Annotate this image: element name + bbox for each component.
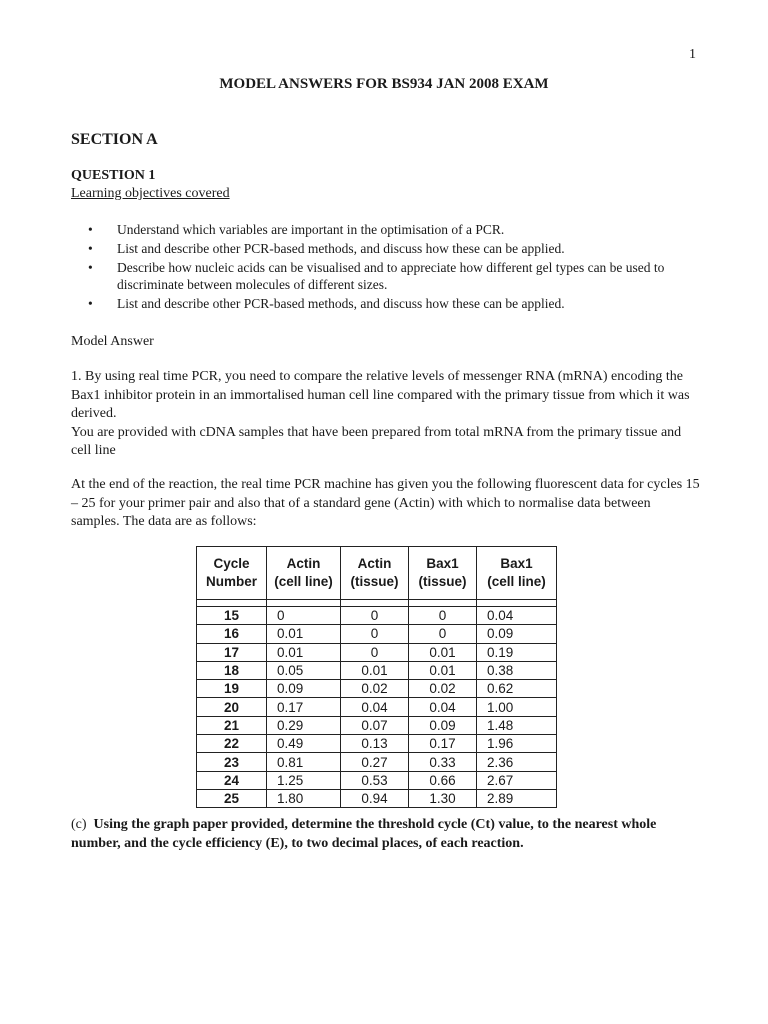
value-cell: 0 (341, 643, 409, 661)
question-paragraph-1-line-1: 1. By using real time PCR, you need to compare the relative levels of messenger RNA (mRNA) encoding the Bax1 inhibitor protein in an immortalised human cell line compared with the primary tissue from which it was derived. (71, 369, 690, 421)
table-row (197, 680, 557, 698)
page-number: 1 (689, 47, 696, 62)
table-row (197, 625, 557, 643)
value-cell: 0.05 (267, 661, 341, 679)
value-cell: 0.29 (267, 716, 341, 734)
value-cell: 0.33 (409, 753, 477, 771)
value-cell: 0.38 (477, 661, 557, 679)
value-cell: 0.27 (341, 753, 409, 771)
question-paragraph-2: At the end of the reaction, the real time PCR machine has given you the following fluorescent data for cycles 15 – 25 for your primer pair and also that of a standard gene (Actin) with which to normalise data between samples. The data are as follows: (71, 477, 700, 529)
objective-text: Describe how nucleic acids can be visualised and to appreciate how different gel types can be used to discriminate between molecules of different sizes. (117, 260, 665, 292)
section-heading: SECTION A (71, 131, 158, 148)
value-cell: 0.04 (409, 698, 477, 716)
table-row (197, 789, 557, 807)
cycle-number-cell: 20 (197, 698, 267, 716)
value-cell: 0.17 (409, 735, 477, 753)
value-cell: 0.01 (267, 643, 341, 661)
fluorescence-data-table (196, 546, 557, 808)
cycle-number-cell: 15 (197, 607, 267, 625)
table-row (197, 661, 557, 679)
objective-item (88, 259, 703, 293)
value-cell: 0.01 (267, 625, 341, 643)
header-bax1-cell-line: Bax1 (cell line) (477, 547, 557, 600)
part-c-text: Using the graph paper provided, determine the threshold cycle (Ct) value, to the nearest whole number, and the cycle efficiency (E), to two decimal places, of each reaction. (71, 817, 657, 851)
bullet-icon: • (88, 260, 93, 275)
value-cell: 0.09 (409, 716, 477, 734)
value-cell: 1.30 (409, 789, 477, 807)
value-cell: 0.49 (267, 735, 341, 753)
value-cell: 0.04 (341, 698, 409, 716)
table-row (197, 643, 557, 661)
question-paragraph-1-line-2: You are provided with cDNA samples that have been prepared from total mRNA from the primary tissue and cell line (71, 424, 682, 458)
question-heading: QUESTION 1 (71, 168, 156, 183)
value-cell: 0.07 (341, 716, 409, 734)
question-paragraph-1 (71, 368, 701, 461)
table-spacer-row (197, 600, 557, 607)
bullet-icon: • (88, 222, 93, 237)
document-title: MODEL ANSWERS FOR BS934 JAN 2008 EXAM (219, 76, 549, 92)
bullet-icon: • (88, 241, 93, 256)
value-cell: 2.89 (477, 789, 557, 807)
objective-item (88, 221, 703, 238)
table-row (197, 771, 557, 789)
value-cell: 0 (341, 625, 409, 643)
value-cell: 0.19 (477, 643, 557, 661)
cycle-number-cell: 21 (197, 716, 267, 734)
value-cell: 0.81 (267, 753, 341, 771)
cycle-number-cell: 23 (197, 753, 267, 771)
value-cell: 0 (409, 607, 477, 625)
value-cell: 1.48 (477, 716, 557, 734)
value-cell: 0 (267, 607, 341, 625)
value-cell: 0.01 (409, 661, 477, 679)
objective-text: Understand which variables are important in the optimisation of a PCR. (117, 222, 505, 237)
value-cell: 1.25 (267, 771, 341, 789)
value-cell: 0.13 (341, 735, 409, 753)
header-bax1-tissue: Bax1 (tissue) (409, 547, 477, 600)
learning-objectives-heading: Learning objectives covered (71, 186, 230, 201)
header-actin-tissue: Actin (tissue) (341, 547, 409, 600)
table-row (197, 698, 557, 716)
table-row (197, 716, 557, 734)
value-cell: 0.02 (409, 680, 477, 698)
learning-objectives-list (88, 221, 703, 314)
value-cell: 0.53 (341, 771, 409, 789)
value-cell: 0.09 (477, 625, 557, 643)
value-cell: 0.01 (409, 643, 477, 661)
cycle-number-cell: 18 (197, 661, 267, 679)
value-cell: 0.09 (267, 680, 341, 698)
cycle-number-cell: 17 (197, 643, 267, 661)
objective-text: List and describe other PCR-based methods, and discuss how these can be applied. (117, 241, 565, 256)
table-body (197, 600, 557, 808)
bullet-icon: • (88, 296, 93, 311)
cycle-number-cell: 22 (197, 735, 267, 753)
value-cell: 0.01 (341, 661, 409, 679)
cycle-number-cell: 16 (197, 625, 267, 643)
table-header-row (197, 547, 557, 600)
value-cell: 2.36 (477, 753, 557, 771)
header-cycle-number: Cycle Number (197, 547, 267, 600)
value-cell: 1.80 (267, 789, 341, 807)
value-cell: 1.00 (477, 698, 557, 716)
value-cell: 0 (341, 607, 409, 625)
objective-item (88, 240, 703, 257)
part-c-question (71, 816, 701, 853)
table-row (197, 735, 557, 753)
header-actin-cell-line: Actin (cell line) (267, 547, 341, 600)
value-cell: 1.96 (477, 735, 557, 753)
value-cell: 2.67 (477, 771, 557, 789)
cycle-number-cell: 24 (197, 771, 267, 789)
part-c-label: (c) (71, 817, 87, 832)
value-cell: 0.62 (477, 680, 557, 698)
value-cell: 0.66 (409, 771, 477, 789)
value-cell: 0.17 (267, 698, 341, 716)
value-cell: 0.04 (477, 607, 557, 625)
value-cell: 0.94 (341, 789, 409, 807)
model-answer-label: Model Answer (71, 334, 154, 349)
table-row (197, 753, 557, 771)
table-row (197, 607, 557, 625)
objective-text: List and describe other PCR-based methods, and discuss how these can be applied. (117, 296, 565, 311)
cycle-number-cell: 25 (197, 789, 267, 807)
cycle-number-cell: 19 (197, 680, 267, 698)
objective-item (88, 295, 703, 312)
value-cell: 0 (409, 625, 477, 643)
value-cell: 0.02 (341, 680, 409, 698)
